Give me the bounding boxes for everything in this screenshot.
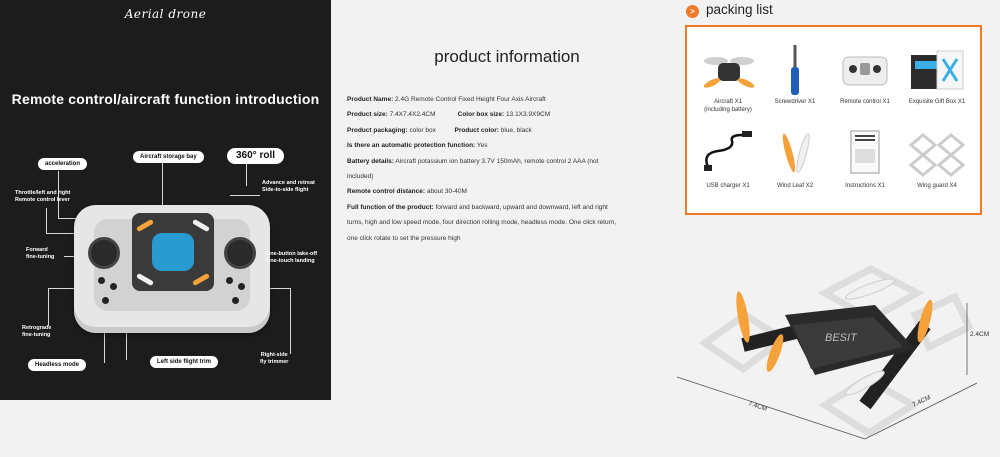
label-headless-mode: Headless mode (28, 359, 86, 371)
trim-button (98, 277, 105, 284)
left-joystick (88, 237, 120, 269)
pack-item-aircraft: Aircraft X1 (including battery) (692, 43, 764, 114)
gift-box-thumb (907, 43, 967, 98)
spec-protection: Is there an automatic protection function: Yes (347, 142, 488, 150)
leader-line (46, 208, 47, 233)
bullet-icon: > (686, 5, 699, 18)
wing-guard-thumb (907, 127, 967, 182)
label-advance-retreat: Advance and retreat Side-to-side flight (262, 180, 315, 194)
label-right-trim: Right-side fly trimmer (260, 352, 289, 366)
brand-logo: Aerial drone (124, 7, 207, 21)
spec-function: Full function of the product: forward and backward, upward and downward, left and right (347, 203, 608, 211)
spec-function-cont2: one click rotate to set the pressure high (347, 234, 461, 242)
stored-drone (152, 233, 194, 271)
pack-item-wing-guard: Wing guard X4 (901, 127, 973, 190)
label-retrograde-trim: Retrograde fine-tuning (22, 325, 52, 339)
label-storage-bay: Aircraft storage bay (133, 151, 204, 163)
trim-button (238, 283, 245, 290)
label-acceleration: acceleration (38, 158, 87, 170)
label-360-roll: 360° roll (227, 148, 284, 164)
dimension-width: 7.4CM (911, 394, 932, 409)
instructions-thumb (835, 127, 895, 182)
dimension-height: 2.4CM (970, 331, 990, 338)
spec-size-row: Product size: 7.4X7.4X2.4CM Color box size: 13.1X3.9X9CM (347, 111, 551, 119)
screwdriver-thumb (765, 43, 825, 98)
pack-item-gift-box: Exquisite Gift Box X1 (901, 43, 973, 106)
spec-battery-cont: included) (347, 173, 374, 181)
product-info-details (347, 92, 677, 246)
pack-item-usb-charger: USB charger X1 (692, 127, 764, 190)
dimension-length: 7.4CM (747, 400, 768, 413)
spec-packaging-row: Product packaging: color box Product color: blue, black (347, 126, 532, 134)
trim-button (226, 277, 233, 284)
right-joystick (224, 237, 256, 269)
label-one-key-takeoff: One-button take-off One-touch landing (266, 251, 318, 265)
label-left-trim: Left side flight trim (150, 356, 218, 368)
usb-charger-thumb (698, 127, 758, 182)
pack-item-remote: Remote control X1 (829, 43, 901, 106)
leader-line (48, 288, 49, 326)
drone-dimension-image (675, 255, 995, 455)
drone-logo: BESIT (825, 332, 857, 344)
packing-list-title: packing list (706, 2, 773, 17)
trim-button (102, 297, 109, 304)
remote-thumb (835, 43, 895, 98)
wind-leaf-thumb (765, 127, 825, 182)
trim-button (110, 283, 117, 290)
leader-line (246, 164, 247, 186)
remote-controller-image (74, 205, 270, 333)
pack-item-wind-leaf: Wind Leaf X2 (759, 127, 831, 190)
function-intro-panel (0, 0, 331, 400)
spec-battery: Battery details: Aircraft potassium ion battery 3.7V 150mAh, remote control 2 AAA (not (347, 157, 599, 165)
spec-function-cont: turns, high and low speed mode, four direction rolling mode, headless mode. One click return, (347, 219, 617, 227)
intro-title: Remote control/aircraft function introduction (11, 91, 320, 107)
aircraft-thumb (698, 43, 758, 98)
leader-line (230, 195, 260, 196)
label-forward-trim: Forward fine-tuning (26, 247, 55, 261)
trim-button (232, 297, 239, 304)
product-info-title: product information (434, 47, 580, 66)
pack-item-instructions: Instructions X1 (829, 127, 901, 190)
spec-product-name: Product Name: 2.4G Remote Control Fixed Height Four Axis Aircraft (347, 96, 546, 103)
packing-list-box (685, 25, 982, 215)
label-throttle: Throttle/left and right Remote control lever (15, 190, 71, 204)
spec-distance: Remote control distance: about 30-40M (347, 188, 467, 196)
leader-line (290, 288, 291, 354)
pack-item-screwdriver: Screwdriver X1 (759, 43, 831, 106)
